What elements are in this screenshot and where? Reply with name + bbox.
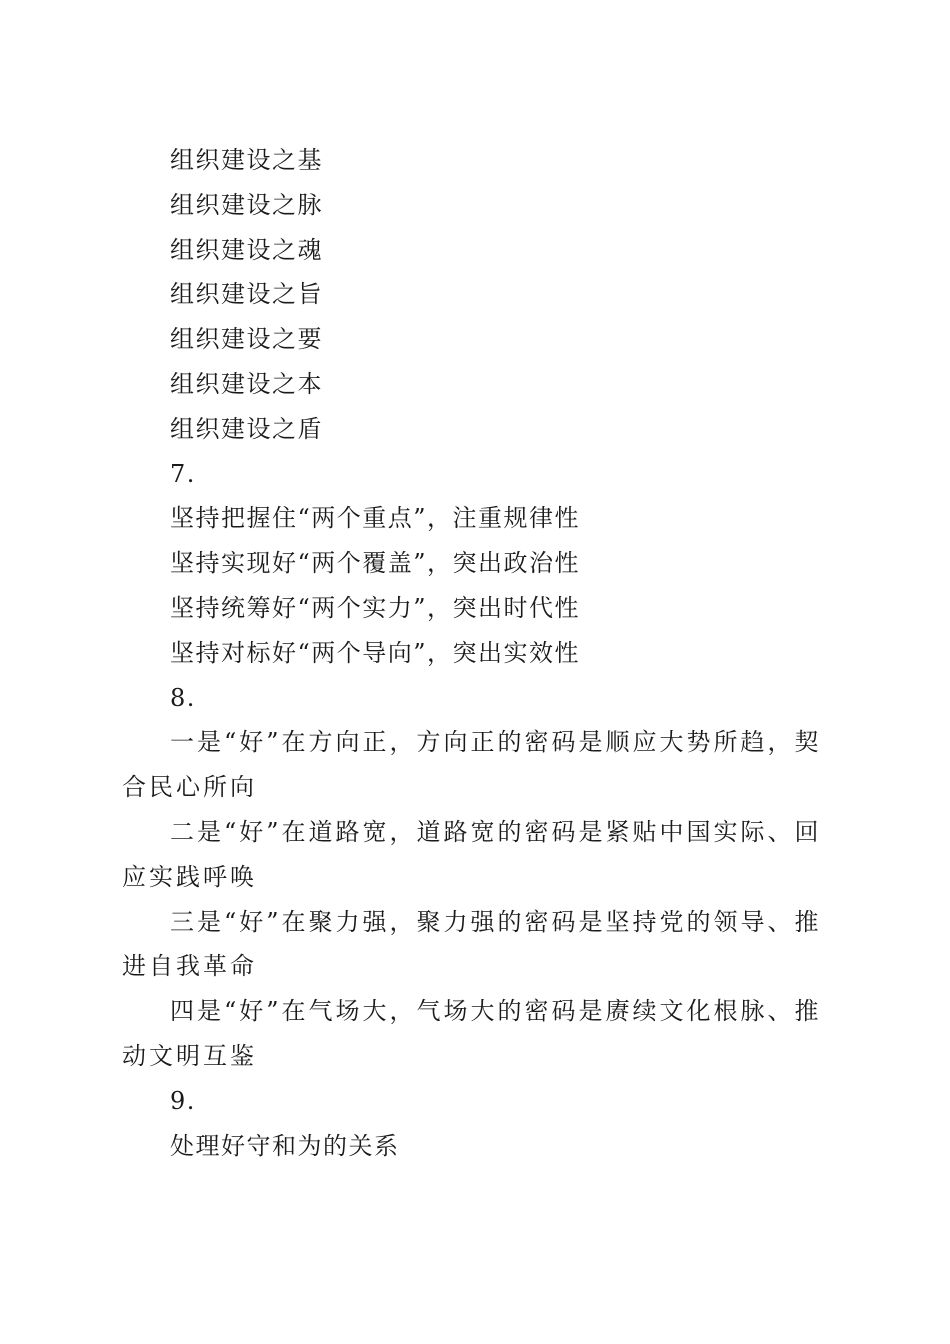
section-number: 8. — [170, 683, 196, 712]
paragraph: 一是“好”在方向正，方向正的密码是顺应大势所趋，契合民心所向 — [122, 728, 822, 802]
paragraph: 二是“好”在道路宽，道路宽的密码是紧贴中国实际、回应实践呼唤 — [122, 817, 822, 891]
text-line: 组织建设之本 — [170, 369, 323, 398]
text-line: 组织建设之基 — [170, 146, 323, 174]
paragraph: 三是“好”在聚力强，聚力强的密码是坚持党的领导、推进自我革命 — [122, 907, 822, 981]
text-line: 组织建设之脉 — [170, 190, 323, 219]
text-line: 坚持把握住“两个重点”，注重规律性 — [170, 504, 581, 533]
text-line: 处理好守和为的关系 — [170, 1131, 400, 1160]
paragraph: 四是“好”在气场大，气场大的密码是赓续文化根脉、推动文明互鉴 — [122, 997, 822, 1070]
text-line: 坚持对标好“两个导向”，突出实效性 — [170, 638, 581, 667]
text-line: 组织建设之旨 — [170, 280, 323, 309]
section-number: 9. — [170, 1086, 196, 1115]
text-line: 组织建设之盾 — [170, 414, 323, 443]
text-line: 坚持统筹好“两个实力”，突出时代性 — [170, 593, 581, 622]
document-body — [122, 138, 828, 1168]
section-number: 7. — [170, 459, 196, 488]
text-line: 组织建设之魂 — [170, 235, 323, 264]
text-line: 坚持实现好“两个覆盖”，突出政治性 — [170, 549, 581, 578]
text-line: 组织建设之要 — [170, 325, 323, 354]
